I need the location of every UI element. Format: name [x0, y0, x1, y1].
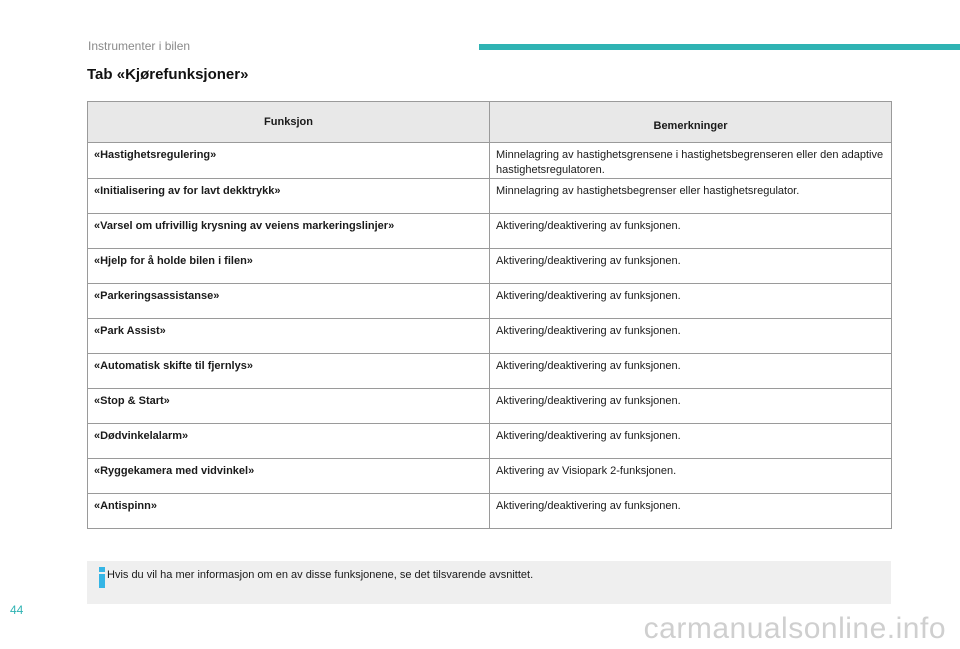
note-cell: Aktivering/deaktivering av funksjonen.	[490, 389, 892, 424]
page-title: Tab «Kjørefunksjoner»	[87, 66, 249, 83]
function-cell: «Hjelp for å holde bilen i filen»	[88, 249, 490, 284]
note-cell: Aktivering/deaktivering av funksjonen.	[490, 424, 892, 459]
function-cell: «Hastighetsregulering»	[88, 143, 490, 179]
note-cell: Aktivering/deaktivering av funksjonen.	[490, 319, 892, 354]
column-header-function: Funksjon	[88, 102, 490, 143]
table-row	[88, 284, 892, 319]
table-row	[88, 319, 892, 354]
note-cell: Aktivering/deaktivering av funksjonen.	[490, 284, 892, 319]
info-note	[87, 561, 891, 604]
note-cell: Minnelagring av hastighetsbegrenser eller hastighetsregulator.	[490, 179, 892, 214]
function-cell: «Varsel om ufrivillig krysning av veiens markeringslinjer»	[88, 214, 490, 249]
function-cell: «Automatisk skifte til fjernlys»	[88, 354, 490, 389]
note-cell: Aktivering av Visiopark 2-funksjonen.	[490, 459, 892, 494]
info-text: Hvis du vil ha mer informasjon om en av disse funksjonene, se det tilsvarende avsnittet.	[107, 569, 534, 581]
function-cell: «Ryggekamera med vidvinkel»	[88, 459, 490, 494]
table-row	[88, 494, 892, 529]
header-accent-bar	[479, 44, 960, 50]
table-row	[88, 459, 892, 494]
table-row	[88, 354, 892, 389]
watermark: carmanualsonline.info	[643, 612, 946, 645]
function-cell: «Initialisering av for lavt dekktrykk»	[88, 179, 490, 214]
section-label: Instrumenter i bilen	[88, 39, 191, 53]
table-row	[88, 249, 892, 284]
note-cell: Aktivering/deaktivering av funksjonen.	[490, 249, 892, 284]
table-row	[88, 389, 892, 424]
note-cell: Aktivering/deaktivering av funksjonen.	[490, 214, 892, 249]
page-number: 44	[10, 603, 24, 617]
functions-table	[87, 101, 892, 529]
note-cell: Aktivering/deaktivering av funksjonen.	[490, 354, 892, 389]
table-row	[88, 179, 892, 214]
table-row	[88, 143, 892, 179]
note-cell: Minnelagring av hastighetsgrensene i hastighetsbegrenseren eller den adaptive hastighetsregulatoren.	[490, 143, 892, 179]
function-cell: «Dødvinkelalarm»	[88, 424, 490, 459]
info-icon	[97, 567, 107, 587]
table-row	[88, 424, 892, 459]
function-cell: «Antispinn»	[88, 494, 490, 529]
function-cell: «Stop & Start»	[88, 389, 490, 424]
table-row	[88, 214, 892, 249]
note-cell: Aktivering/deaktivering av funksjonen.	[490, 494, 892, 529]
table-header-row	[88, 102, 892, 143]
function-cell: «Park Assist»	[88, 319, 490, 354]
column-header-notes: Bemerkninger	[490, 102, 892, 143]
function-cell: «Parkeringsassistanse»	[88, 284, 490, 319]
